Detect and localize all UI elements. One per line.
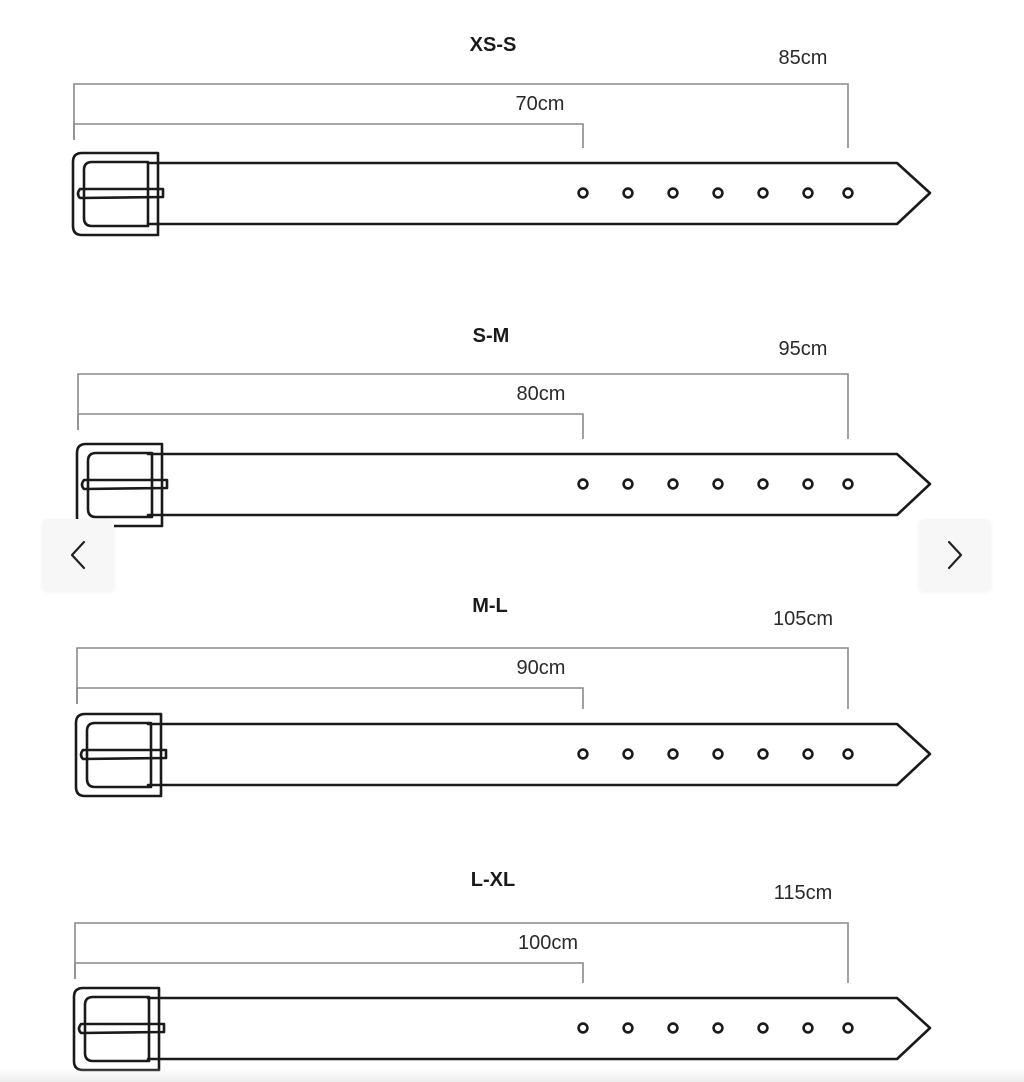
buckle-prong (82, 480, 167, 489)
belt-hole (579, 189, 588, 198)
dimension-lines (74, 84, 848, 148)
buckle-inner-frame (84, 162, 148, 226)
belt-hole (759, 480, 768, 489)
belt-hole (844, 750, 853, 759)
belt-hole (844, 189, 853, 198)
belt-hole (714, 750, 723, 759)
min-length-label: 100cm (517, 932, 579, 954)
belt-illustration (74, 988, 930, 1070)
min-length-bracket (77, 688, 583, 709)
belt-hole (669, 750, 678, 759)
belt-hole (844, 480, 853, 489)
chevron-right-icon (943, 537, 967, 573)
min-length-label: 70cm (515, 93, 565, 115)
buckle-inner-frame (87, 723, 151, 787)
belt-hole (624, 480, 633, 489)
belt-hole (759, 1024, 768, 1033)
min-length-bracket (78, 414, 583, 439)
max-length-bracket (78, 374, 848, 439)
previous-button[interactable] (42, 519, 114, 591)
size-block-xs-s (73, 34, 930, 235)
buckle-prong (81, 750, 166, 759)
belt-hole (579, 1024, 588, 1033)
belt-hole (714, 189, 723, 198)
size-title: L-XL (470, 869, 516, 891)
buckle-prong (78, 189, 163, 198)
belt-hole (669, 480, 678, 489)
belt-hole (579, 750, 588, 759)
belt-hole (804, 750, 813, 759)
min-length-bracket (74, 124, 583, 148)
max-length-bracket (75, 923, 848, 983)
belt-hole (624, 1024, 633, 1033)
belt-hole (804, 189, 813, 198)
belt-hole (714, 1024, 723, 1033)
size-title: S-M (472, 325, 510, 347)
dimension-lines (77, 648, 848, 709)
buckle-prong (79, 1024, 164, 1033)
min-length-label: 80cm (516, 383, 566, 405)
buckle-inner-frame (88, 453, 152, 517)
size-title: XS-S (469, 34, 517, 56)
dimension-lines (78, 374, 848, 439)
belt-hole (804, 1024, 813, 1033)
size-block-l-xl (74, 869, 930, 1070)
belt-illustration (73, 153, 930, 235)
chevron-left-icon (66, 537, 90, 573)
belt-illustration (76, 714, 930, 796)
belt-hole (624, 189, 633, 198)
size-block-s-m (77, 325, 930, 526)
max-length-label: 85cm (778, 47, 828, 69)
belt-hole (579, 480, 588, 489)
belt-hole (669, 1024, 678, 1033)
belt-hole (669, 189, 678, 198)
min-length-label: 90cm (516, 657, 566, 679)
buckle-inner-frame (85, 997, 149, 1061)
max-length-label: 105cm (772, 608, 834, 630)
belt-hole (844, 1024, 853, 1033)
belt-illustration (77, 444, 930, 526)
belt-hole (624, 750, 633, 759)
belt-hole (759, 189, 768, 198)
belt-hole (714, 480, 723, 489)
belt-hole (804, 480, 813, 489)
max-length-bracket (77, 648, 848, 709)
size-block-m-l (76, 595, 930, 796)
max-length-label: 95cm (778, 338, 828, 360)
size-title: M-L (472, 595, 508, 617)
max-length-label: 115cm (773, 882, 833, 904)
min-length-bracket (75, 963, 583, 983)
bottom-fade (0, 1068, 1024, 1082)
dimension-lines (75, 923, 848, 983)
max-length-bracket (74, 84, 848, 148)
belt-hole (759, 750, 768, 759)
next-button[interactable] (919, 519, 991, 591)
